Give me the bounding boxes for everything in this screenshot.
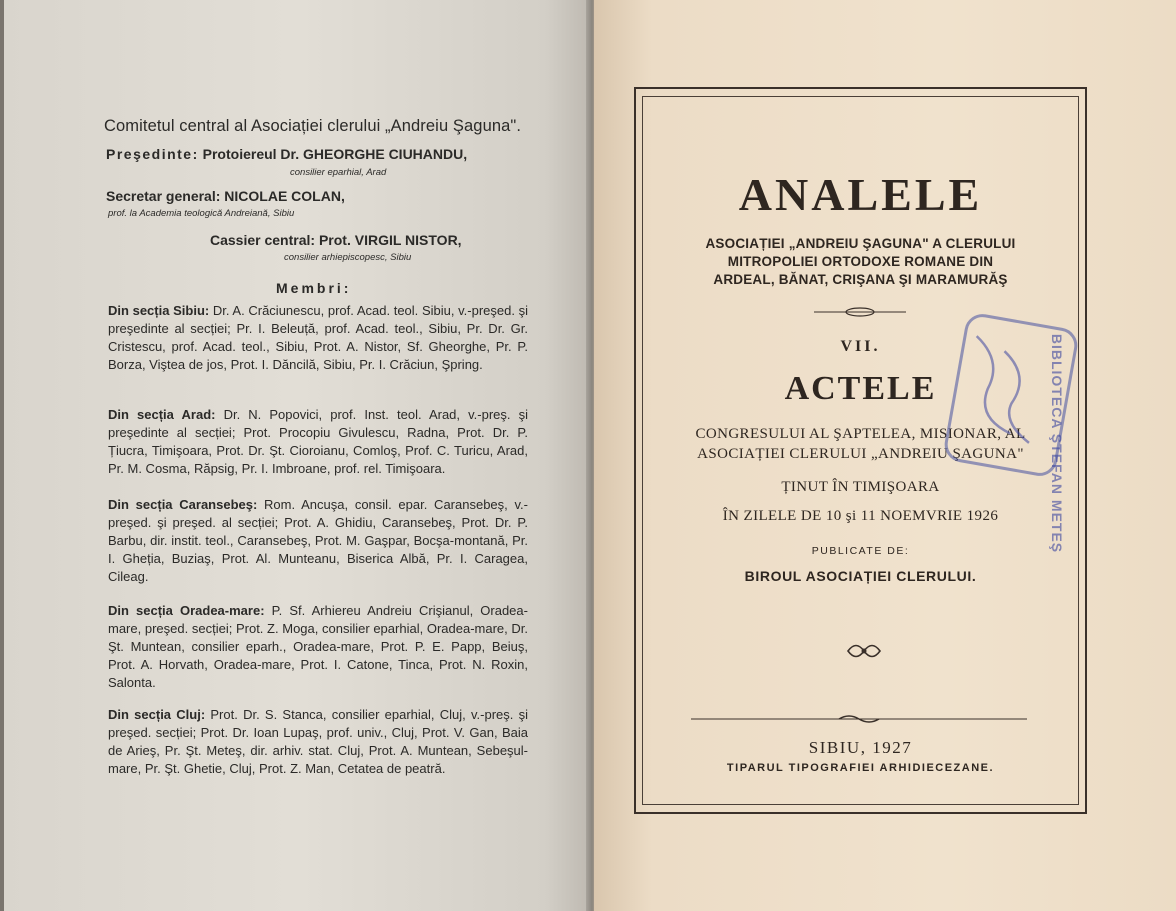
section-name: Din secția Caransebeş: — [108, 497, 258, 512]
section-text: Dr. A. Crăciunescu, prof. Acad. teol. Sibiu, v.-preşed. şi preşedinte al secției; Pr. I. Beleuță, prof. Acad. teol., Sibiu, Pr. Dr. Gr. Cristescu, prof. Acad. teol., Sibiu, Prot. A. Nistor, Sf. Gheorghe, Pr. P. Borza, Viştea de jos, Prot. I. Dăncilă, Sibiu, Pr. I. Crăciun, Şpring. — [108, 303, 528, 372]
congress-line-3: ȚINUT ÎN TIMIŞOARA — [781, 479, 940, 495]
section-oradea-mare — [108, 602, 528, 692]
section-name: Din secția Oradea-mare: — [108, 603, 265, 618]
fleuron-ornament-icon — [846, 638, 882, 664]
cashier-line — [210, 232, 462, 248]
president-role: Preşedinte: — [106, 146, 199, 162]
right-page — [594, 0, 1176, 911]
cashier-detail: consilier arhiepiscopesc, Sibiu — [284, 252, 412, 263]
section-name: Din secția Sibiu: — [108, 303, 210, 318]
section-arad — [108, 406, 528, 478]
section-name: Din secția Arad: — [108, 407, 216, 422]
library-stamp — [942, 311, 1080, 554]
published-by-label: PUBLICATE DE: — [811, 545, 910, 557]
secretary-line — [106, 188, 345, 204]
president-detail: consilier eparhial, Arad — [290, 167, 387, 178]
secretary-detail: prof. la Academia teologică Andreiană, Sibiu — [108, 208, 295, 219]
committee-title: Comitetul central al Asociației clerului „Andreiu Şaguna". — [104, 117, 522, 135]
president-name: Protoiereul Dr. GHEORGHE CIUHANDU, — [202, 146, 468, 162]
stamp-text: BIBLIOTECA ŞTEFAN METEŞ — [1049, 333, 1066, 554]
section-text: Rom. Ancuşa, consil. epar. Caransebeş, v.-preşed. şi preşed. al secției; Prot. A. Ghidiu, Caransebeş, Prot. Dr. P. Barbu, dir. instit. teol., Caransebeş, Prot. M. Gaşpar, Bocşa-montană, Pr. I. Gheția, Buziaş, Prot. Al. Munteanu, Biserica Albă, Pr. I. Caragea, Cileag. — [108, 497, 528, 584]
place-year: SIBIU, 1927 — [808, 738, 913, 757]
publisher: BIROUL ASOCIAȚIEI CLERULUI. — [744, 568, 977, 584]
left-page — [4, 0, 592, 911]
section-text: Dr. N. Popovici, prof. Inst. teol. Arad, v.-preş. şi preşedinte al secției; Prot. Procopiu Givulescu, Radna, Prot. Dr. P. Țiucra, Timişoara, Prot. Dr. Şt. Cioroianu, Comloş, Prof. C. Turicu, Arad, Pr. M. Cosma, Răpsig, Pr. I. Imbroane, prof. rel. Timişoara. — [108, 407, 528, 476]
bottom-ornament-divider-icon — [689, 712, 1029, 726]
congress-line-2: ASOCIAȚIEI CLERULUI „ANDREIU ŞAGUNA" — [697, 446, 1024, 462]
section-name: Din secția Cluj: — [108, 707, 206, 722]
secretary-role: Secretar general: — [106, 188, 221, 204]
congress-line-1: CONGRESULUI AL ŞAPTELEA, MISIONAR, AL — [695, 426, 1026, 442]
actele-title: ACTELE — [784, 370, 937, 407]
volume-number: VII. — [840, 338, 881, 355]
congress-line-4: ÎN ZILELE DE 10 şi 11 NOEMVRIE 1926 — [722, 508, 999, 524]
section-caransebes — [108, 496, 528, 586]
ornament-divider-icon — [812, 304, 908, 320]
members-heading: Membri: — [276, 280, 352, 296]
section-text: P. Sf. Arhiereu Andreiu Crişianul, Oradea-mare, preşed. secției; Prot. Z. Moga, consilier eparhial, Oradea-mare, Dr. Şt. Muntean, consilier eparh., Oradea-mare, Prot. P. E. Papp, Beiuş, Prot. A. Horvath, Oradea-mare, Prot. I. Catone, Tinca, Prot. N. Roxin, Salonta. — [108, 603, 528, 690]
president-line — [106, 146, 467, 162]
subtitle-line-2: MITROPOLIEI ORTODOXE ROMANE DIN — [727, 254, 994, 269]
secretary-name: NICOLAE COLAN, — [224, 188, 345, 204]
section-cluj — [108, 706, 528, 778]
subtitle-line-3: ARDEAL, BĂNAT, CRIŞANA ŞI MARAMURĂŞ — [713, 272, 1008, 287]
cashier-role: Cassier central: — [210, 232, 316, 248]
section-text: Prot. Dr. S. Stanca, consilier eparhial, Cluj, v.-preş. şi preşed. secției; Prot. Dr. Ioan Lupaş, prof. univ., Cluj, Prot. V. Gan, Baia de Arieş, Pr. Şt. Meteş, dir. arhiv. stat. Cluj, Prot. A. Muntean, Sebeşul-mare, Pr. Şt. Ghetie, Cluj, Prot. Z. Man, Cetatea de peatră. — [108, 707, 528, 776]
cashier-name: Prot. VIRGIL NISTOR, — [318, 232, 462, 248]
printer: TIPARUL TIPOGRAFIEI ARHIDIECEZANE. — [726, 762, 995, 774]
main-title: ANALELE — [738, 169, 983, 220]
subtitle-line-1: ASOCIAȚIEI „ANDREIU ŞAGUNA" A CLERULUI — [705, 236, 1016, 251]
section-sibiu — [108, 302, 528, 374]
